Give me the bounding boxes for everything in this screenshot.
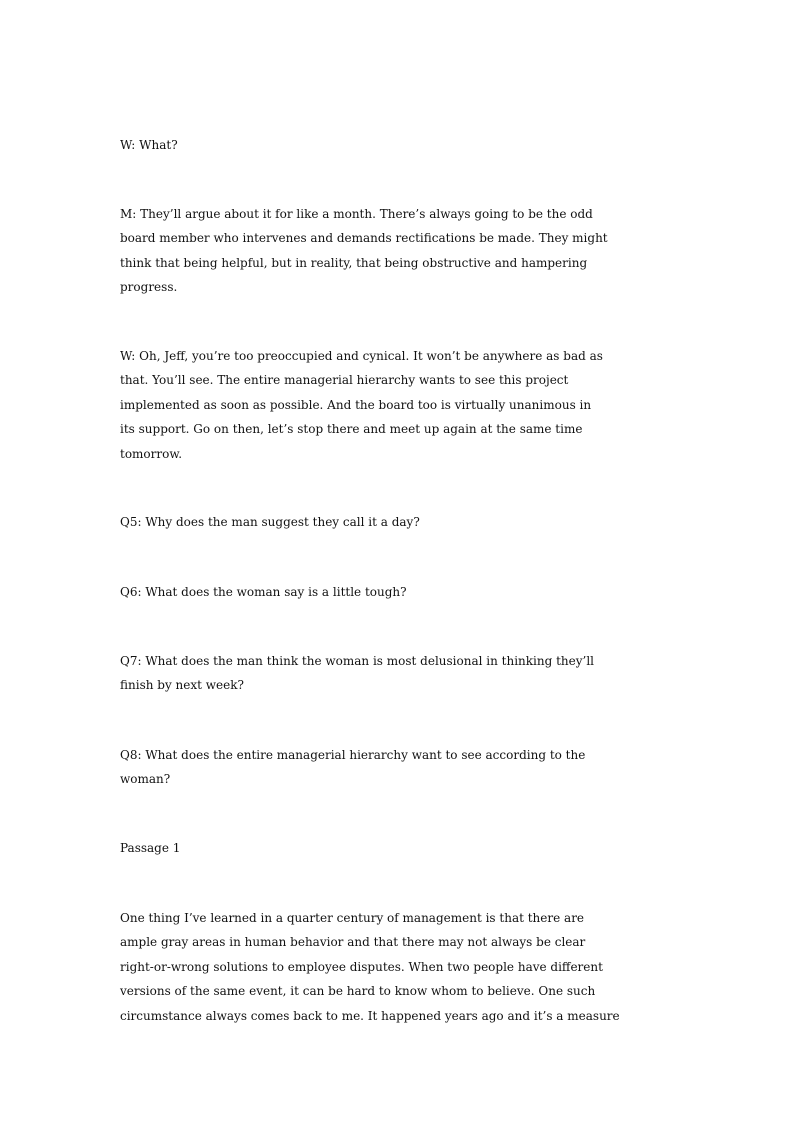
passage-paragraph bbox=[120, 906, 676, 1028]
text-line: M: They’ll argue about it for like a month. There’s always going to be the odd bbox=[120, 207, 593, 221]
question-q5 bbox=[120, 510, 676, 534]
text-line: W: What? bbox=[120, 138, 178, 152]
text-line: implemented as soon as possible. And the board too is virtually unanimous in bbox=[120, 397, 592, 412]
text-line: think that being helpful, but in reality, that being obstructive and hampering bbox=[120, 255, 588, 270]
text-line: Passage 1 bbox=[120, 841, 181, 855]
passage-heading bbox=[120, 836, 676, 860]
question-q6 bbox=[120, 580, 676, 604]
text-line: board member who intervenes and demands rectifications be made. They might bbox=[120, 231, 608, 246]
text-line: right-or-wrong solutions to employee disputes. When two people have different bbox=[120, 959, 603, 974]
dialogue-w-jeff bbox=[120, 344, 676, 466]
question-q8 bbox=[120, 743, 676, 792]
dialogue-w-what bbox=[120, 133, 676, 157]
text-line: Q7: What does the man think the woman is most delusional in thinking they’ll bbox=[120, 654, 595, 668]
text-line: Q5: Why does the man suggest they call it a day? bbox=[120, 515, 420, 529]
text-line: that. You’ll see. The entire managerial hierarchy wants to see this project bbox=[120, 373, 569, 388]
question-q7 bbox=[120, 649, 676, 698]
text-line: W: Oh, Jeff, you’re too preoccupied and cynical. It won’t be anywhere as bad as bbox=[120, 349, 603, 363]
text-line: Q6: What does the woman say is a little tough? bbox=[120, 585, 407, 599]
text-line: progress. bbox=[120, 280, 178, 295]
dialogue-m-argue bbox=[120, 202, 676, 300]
text-line: circumstance always comes back to me. It happened years ago and it’s a measure bbox=[120, 1008, 620, 1023]
text-line: Q8: What does the entire managerial hierarchy want to see according to the bbox=[120, 748, 586, 762]
text-line: ample gray areas in human behavior and that there may not always be clear bbox=[120, 935, 586, 950]
text-line: tomorrow. bbox=[120, 446, 183, 461]
text-line: woman? bbox=[120, 772, 171, 787]
text-line: versions of the same event, it can be hard to know whom to believe. One such bbox=[120, 984, 596, 999]
text-line: One thing I’ve learned in a quarter century of management is that there are bbox=[120, 911, 585, 925]
text-line: finish by next week? bbox=[120, 678, 244, 693]
text-line: its support. Go on then, let’s stop there and meet up again at the same time bbox=[120, 422, 583, 437]
